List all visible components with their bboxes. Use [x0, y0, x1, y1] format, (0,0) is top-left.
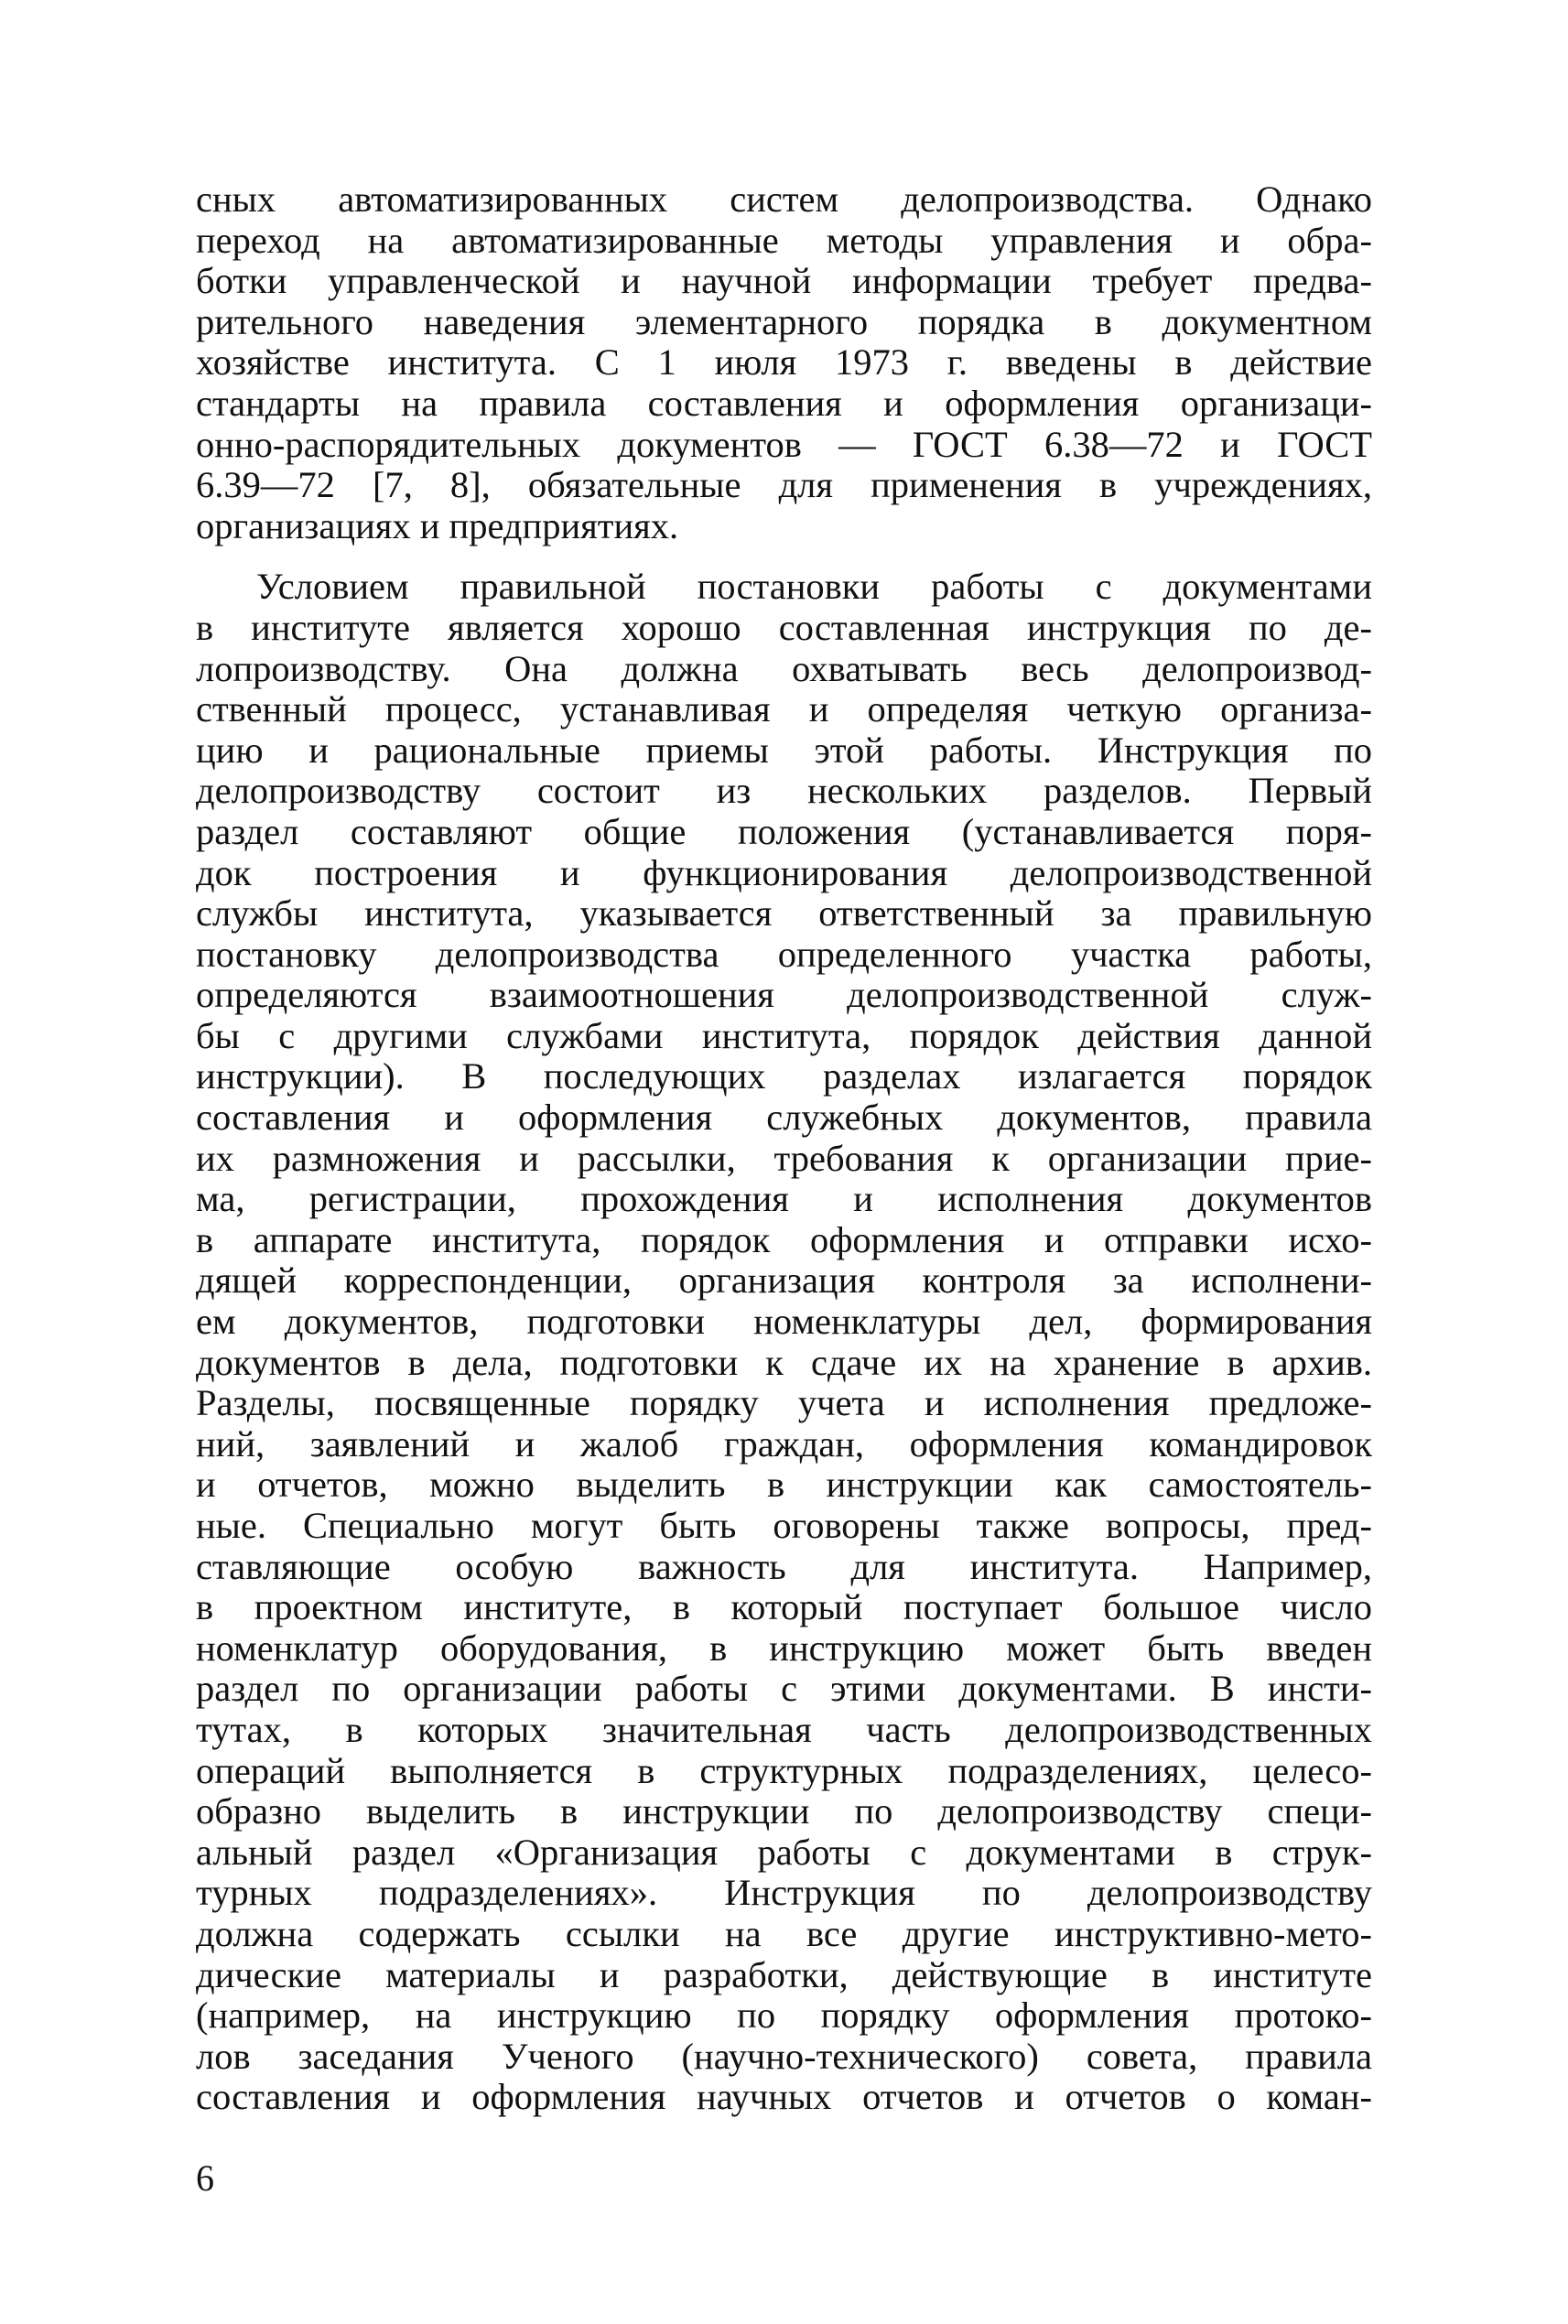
paragraph-2: [196, 567, 1372, 2118]
text-line: лов заседания Ученого (научно-технического) совета, правила: [196, 2035, 1372, 2077]
text-line: ем документов, подготовки номенклатуры дел, формирования: [196, 1301, 1372, 1343]
text-line: раздел по организации работы с этими документами. В инсти-: [196, 1668, 1372, 1710]
text-line: раздел составляют общие положения (устанавливается поря-: [196, 810, 1372, 852]
text-line: рительного наведения элементарного порядка в документном: [196, 300, 1372, 342]
text-line: онно-распорядительных документов — ГОСТ 6.38—72 и ГОСТ: [196, 423, 1372, 465]
text-line: составления и оформления научных отчетов и отчетов о коман-: [196, 2076, 1372, 2118]
text-line: сных автоматизированных систем делопроизводства. Однако: [196, 178, 1372, 220]
text-line: номенклатур оборудования, в инструкцию может быть введен: [196, 1627, 1372, 1669]
text-line: операций выполняется в структурных подразделениях, целесо-: [196, 1749, 1372, 1791]
text-line: альный раздел «Организация работы с документами в струк-: [196, 1831, 1372, 1873]
text-line: бы с другими службами института, порядок действия данной: [196, 1014, 1372, 1056]
text-line: тутах, в которых значительная часть делопроизводственных: [196, 1708, 1372, 1750]
text-line: лопроизводству. Она должна охватывать весь делопроизвод-: [196, 647, 1372, 689]
text-line: (например, на инструкцию по порядку оформления протоко-: [196, 1994, 1372, 2037]
text-line: в проектном институте, в который поступает большое число: [196, 1586, 1372, 1628]
text-line: 6.39—72 [7, 8], обязательные для применения в учреждениях,: [196, 464, 1372, 506]
text-line: стандарты на правила составления и оформления организаци-: [196, 382, 1372, 424]
text-line: в аппарате института, порядок оформления и отправки исхо-: [196, 1218, 1372, 1260]
text-line: переход на автоматизированные методы управления и обра-: [196, 219, 1372, 261]
text-line: их размножения и рассылки, требования к организации прие-: [196, 1137, 1372, 1179]
text-line: в институте является хорошо составленная инструкция по де-: [196, 606, 1372, 648]
text-line: ний, заявлений и жалоб граждан, оформления командировок: [196, 1422, 1372, 1465]
text-line: организациях и предприятиях.: [196, 504, 679, 546]
text-line: Разделы, посвященные порядку учета и исполнения предложе-: [196, 1382, 1372, 1424]
text-line: службы института, указывается ответственный за правильную: [196, 892, 1372, 935]
text-line: и отчетов, можно выделить в инструкции как самостоятель-: [196, 1464, 1372, 1506]
text-line: инструкции). В последующих разделах излагается порядок: [196, 1055, 1372, 1097]
text-line: определяются взаимоотношения делопроизводственной служ-: [196, 974, 1372, 1016]
text-line: хозяйстве института. С 1 июля 1973 г. введены в действие: [196, 341, 1372, 384]
text-line: ственный процесс, устанавливая и определяя четкую организа-: [196, 688, 1372, 730]
text-line: должна содержать ссылки на все другие инструктивно-мето-: [196, 1912, 1372, 1954]
text-line: Условием правильной постановки работы с документами: [256, 566, 1372, 608]
text-line: ставляющие особую важность для института. Например,: [196, 1545, 1372, 1587]
text-line: цию и рациональные приемы этой работы. Инструкция по: [196, 729, 1372, 771]
page-number: 6: [196, 2157, 214, 2199]
text-line: дящей корреспонденции, организация контроля за исполнени-: [196, 1259, 1372, 1302]
text-line: ма, регистрации, прохождения и исполнения документов: [196, 1178, 1372, 1220]
text-line: дические материалы и разработки, действующие в институте: [196, 1953, 1372, 1995]
text-line: делопроизводству состоит из нескольких разделов. Первый: [196, 770, 1372, 812]
page-body: [196, 179, 1372, 2118]
text-line: док построения и функционирования делопроизводственной: [196, 851, 1372, 893]
paragraph-1: [196, 179, 1372, 546]
text-line: ботки управленческой и научной информации требует предва-: [196, 260, 1372, 302]
text-line: ные. Специально могут быть оговорены также вопросы, пред-: [196, 1505, 1372, 1546]
text-line: образно выделить в инструкции по делопроизводству специ-: [196, 1790, 1372, 1832]
text-line: документов в дела, подготовки к сдаче их на хранение в архив.: [196, 1341, 1372, 1383]
text-line: составления и оформления служебных документов, правила: [196, 1097, 1372, 1139]
text-line: турных подразделениях». Инструкция по делопроизводству: [196, 1872, 1372, 1914]
paragraph-gap: [196, 546, 1372, 567]
text-line: постановку делопроизводства определенного участка работы,: [196, 933, 1372, 975]
